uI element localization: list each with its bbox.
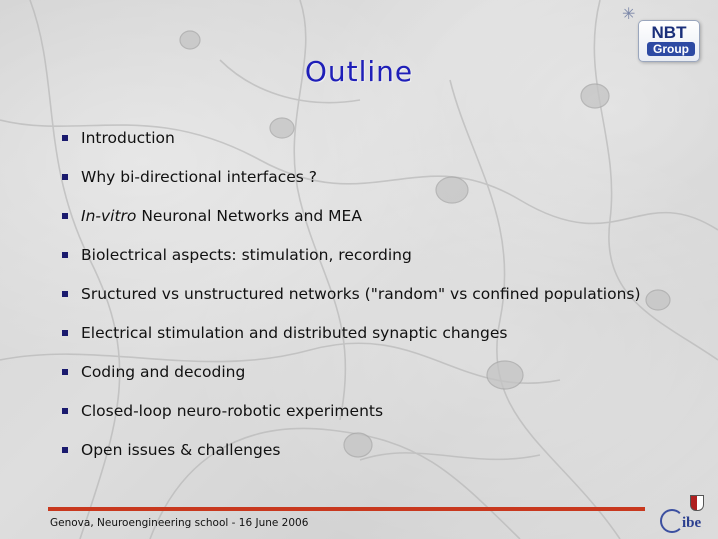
list-item-label: Coding and decoding [81, 362, 246, 381]
list-item-text [81, 402, 383, 420]
list-item-text [81, 168, 317, 186]
square-bullet-icon [62, 369, 68, 375]
list-item-label: Neuronal Networks and MEA [136, 206, 362, 225]
square-bullet-icon [62, 135, 68, 141]
dibe-logo [658, 495, 710, 535]
list-item-label: Why bi-directional interfaces ? [81, 167, 318, 186]
list-item-text [81, 246, 412, 264]
list-item-text [81, 441, 280, 459]
square-bullet-icon [62, 213, 68, 219]
list-item [62, 352, 641, 391]
list-item-label: Introduction [81, 128, 175, 147]
list-item-label: Open issues & challenges [81, 440, 281, 459]
list-item-text [81, 285, 641, 303]
list-item-label: Closed-loop neuro-robotic experiments [81, 401, 384, 420]
dibe-swirl-icon [660, 509, 684, 533]
list-item [62, 391, 641, 430]
crest-icon [690, 495, 704, 511]
list-item [62, 118, 641, 157]
nbt-logo-text: NBT [651, 23, 687, 42]
list-item-text [81, 129, 175, 147]
nbt-logo-group-text: Group [647, 42, 695, 56]
sparkle-icon: ✳ [622, 4, 636, 23]
square-bullet-icon [62, 291, 68, 297]
list-item [62, 235, 641, 274]
list-item-italic: In-vitro [81, 206, 137, 225]
list-item-text [81, 324, 507, 342]
square-bullet-icon [62, 447, 68, 453]
footer-caption: Genova, Neuroengineering school - 16 June 2006 [50, 517, 309, 529]
list-item-text [81, 363, 245, 381]
dibe-logo-text: ibe [682, 515, 702, 531]
square-bullet-icon [62, 408, 68, 414]
slide-title: Outline [304, 55, 414, 88]
list-item-label: Biolectrical aspects: stimulation, recording [81, 245, 412, 264]
outline-list [62, 118, 641, 469]
list-item [62, 157, 641, 196]
list-item [62, 274, 641, 313]
list-item [62, 313, 641, 352]
list-item-label: Electrical stimulation and distributed synaptic changes [81, 323, 508, 342]
square-bullet-icon [62, 330, 68, 336]
list-item-text [81, 207, 362, 225]
square-bullet-icon [62, 174, 68, 180]
square-bullet-icon [62, 252, 68, 258]
list-item-label: Sructured vs unstructured networks ("random" vs confined populations) [81, 284, 641, 303]
list-item [62, 430, 641, 469]
footer-divider [48, 507, 645, 511]
list-item [62, 196, 641, 235]
